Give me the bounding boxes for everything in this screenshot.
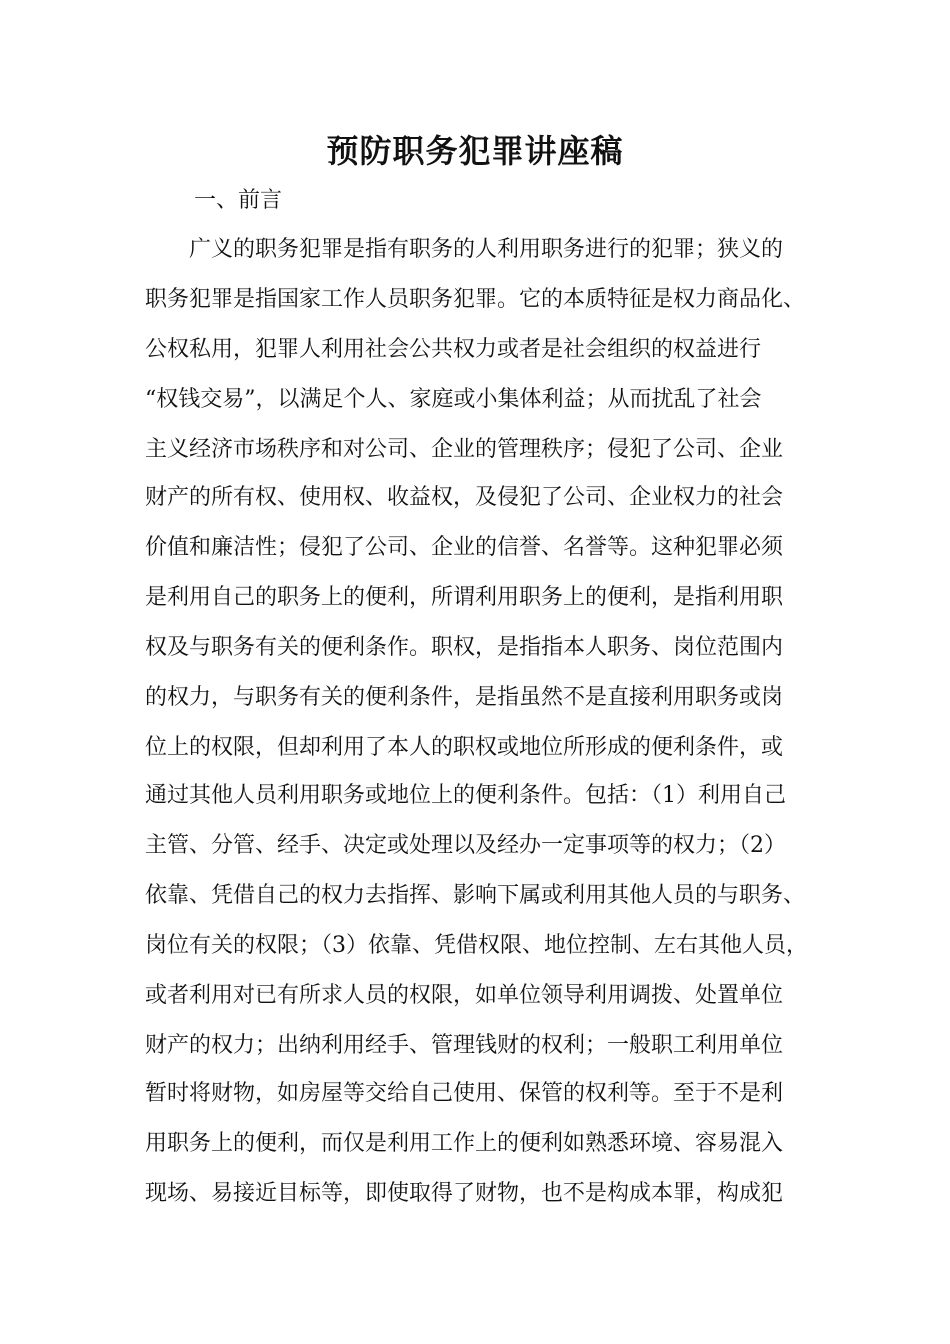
body-line: 主义经济市场秩序和对公司、企业的管理秩序；侵犯了公司、企业 [145,437,784,462]
body-line: 主管、分管、经手、决定或处理以及经办一定事项等的权力；（2） [145,833,786,858]
body-line: 价值和廉洁性；侵犯了公司、企业的信誉、名誉等。这种犯罪必须 [145,535,784,560]
body-line: 是利用自己的职务上的便利，所谓利用职务上的便利，是指利用职 [145,585,784,610]
body-line: “权钱交易”，以满足个人、家庭或小集体利益；从而扰乱了社会 [145,387,762,412]
body-line: 用职务上的便利，而仅是利用工作上的便利如熟悉环境、容易混入 [145,1131,784,1156]
body-line: 位上的权限，但却利用了本人的职权或地位所形成的便利条件，或 [145,735,784,760]
body-line: 职务犯罪是指国家工作人员职务犯罪。它的本质特征是权力商品化、 [145,287,806,312]
body-line: 或者利用对已有所求人员的权限，如单位领导利用调拨、处置单位 [145,983,784,1008]
body-line: 依靠、凭借自己的权力去指挥、影响下属或利用其他人员的与职务、 [145,883,806,908]
body-line: 财产的所有权、使用权、收益权，及侵犯了公司、企业权力的社会 [145,485,784,510]
body-line: 岗位有关的权限；（3）依靠、凭借权限、地位控制、左右其他人员， [145,933,808,958]
body-line: 权及与职务有关的便利条作。职权，是指指本人职务、岗位范围内 [145,635,784,660]
document-title: 预防职务犯罪讲座稿 [326,132,624,170]
body-line: 财产的权力；出纳利用经手、管理钱财的权利；一般职工利用单位 [145,1033,784,1058]
body-line: 现场、易接近目标等，即使取得了财物，也不是构成本罪，构成犯 [145,1181,784,1206]
section-heading: 一、前言 [194,188,283,213]
body-line: 的权力，与职务有关的便利条件，是指虽然不是直接利用职务或岗 [145,685,784,710]
body-line: 公权私用，犯罪人利用社会公共权力或者是社会组织的权益进行 [145,337,762,362]
body-line: 通过其他人员利用职务或地位上的便利条件。包括：（1）利用自己 [145,783,786,808]
body-line: 广义的职务犯罪是指有职务的人利用职务进行的犯罪；狭义的 [145,237,784,262]
body-line: 暂时将财物，如房屋等交给自己使用、保管的权利等。至于不是利 [145,1081,784,1106]
